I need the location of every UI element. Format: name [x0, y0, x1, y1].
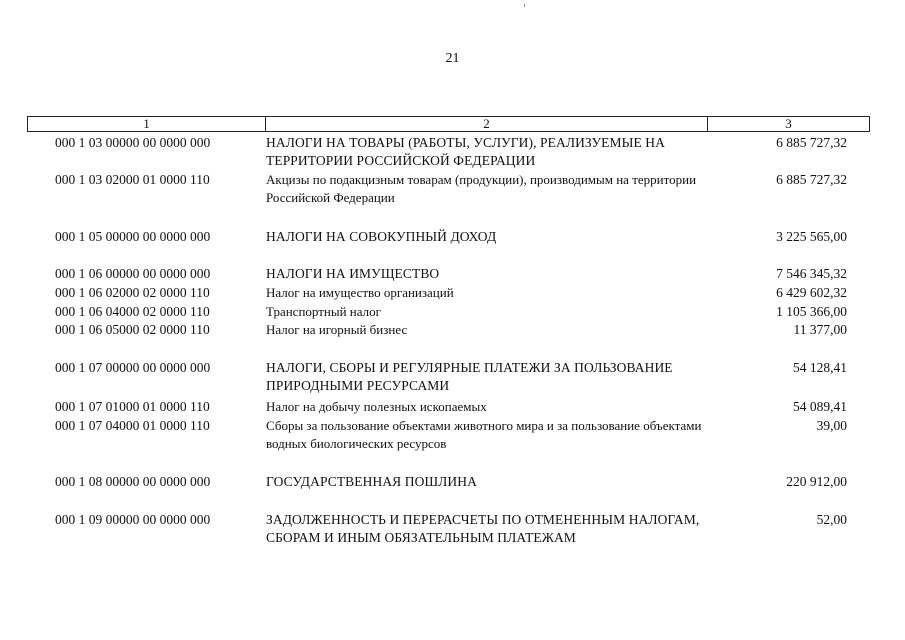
row-name: НАЛОГИ НА ИМУЩЕСТВО: [266, 266, 440, 281]
row-name: Сборы за пользование объектами животного мира и за пользование объектами водных биологических ресурсов: [266, 418, 702, 451]
row-amount: 54 128,41: [793, 360, 847, 375]
row-name: ГОСУДАРСТВЕННАЯ ПОШЛИНА: [266, 474, 477, 489]
header-col-2: 2: [266, 117, 708, 131]
row-name: НАЛОГИ НА ТОВАРЫ (РАБОТЫ, УСЛУГИ), РЕАЛИЗУЕМЫЕ НА ТЕРРИТОРИИ РОССИЙСКОЙ ФЕДЕРАЦИИ: [266, 135, 665, 168]
row-amount: 6 429 602,32: [776, 285, 847, 300]
row-code: 000 1 06 04000 02 0000 110: [55, 304, 210, 319]
header-col-3: 3: [785, 116, 792, 131]
row-code: 000 1 07 01000 01 0000 110: [55, 399, 210, 414]
row-code: 000 1 08 00000 00 0000 000: [55, 474, 211, 489]
row-name: Налог на добычу полезных ископаемых: [266, 399, 487, 414]
row-code: 000 1 09 00000 00 0000 000: [55, 512, 211, 527]
row-name: ЗАДОЛЖЕННОСТЬ И ПЕРЕРАСЧЕТЫ ПО ОТМЕНЕННЫМ НАЛОГАМ, СБОРАМ И ИНЫМ ОБЯЗАТЕЛЬНЫМ ПЛАТЕЖАМ: [266, 512, 700, 545]
row-amount: 6 885 727,32: [776, 172, 847, 187]
row-name: Транспортный налог: [266, 304, 381, 319]
header-col-1: 1: [28, 117, 266, 131]
row-name: Акцизы по подакцизным товарам (продукции), производимым на территории Российской Федерации: [266, 172, 697, 205]
row-code: 000 1 05 00000 00 0000 000: [55, 229, 211, 244]
row-amount: 54 089,41: [793, 399, 847, 414]
row-amount: 11 377,00: [793, 322, 847, 337]
row-amount: 52,00: [816, 512, 847, 527]
row-amount: 39,00: [816, 418, 847, 433]
row-amount: 7 546 345,32: [776, 266, 847, 281]
scan-mark: [524, 4, 525, 7]
row-code: 000 1 06 00000 00 0000 000: [55, 266, 211, 281]
row-name: Налог на имущество организаций: [266, 285, 454, 300]
row-amount: 220 912,00: [786, 474, 847, 489]
table-header: [27, 116, 870, 132]
row-code: 000 1 03 02000 01 0000 110: [55, 172, 210, 187]
row-code: 000 1 07 04000 01 0000 110: [55, 418, 210, 433]
row-code: 000 1 06 05000 02 0000 110: [55, 322, 210, 337]
row-name: НАЛОГИ НА СОВОКУПНЫЙ ДОХОД: [266, 229, 497, 244]
row-amount: 3 225 565,00: [776, 229, 847, 244]
row-amount: 1 105 366,00: [776, 304, 847, 319]
page-number: 21: [445, 51, 460, 66]
row-code: 000 1 03 00000 00 0000 000: [55, 135, 211, 150]
row-code: 000 1 06 02000 02 0000 110: [55, 285, 210, 300]
row-amount: 6 885 727,32: [776, 135, 847, 150]
row-code: 000 1 07 00000 00 0000 000: [55, 360, 211, 375]
row-name: Налог на игорный бизнес: [266, 322, 408, 337]
row-name: НАЛОГИ, СБОРЫ И РЕГУЛЯРНЫЕ ПЛАТЕЖИ ЗА ПОЛЬЗОВАНИЕ ПРИРОДНЫМИ РЕСУРСАМИ: [266, 360, 673, 393]
